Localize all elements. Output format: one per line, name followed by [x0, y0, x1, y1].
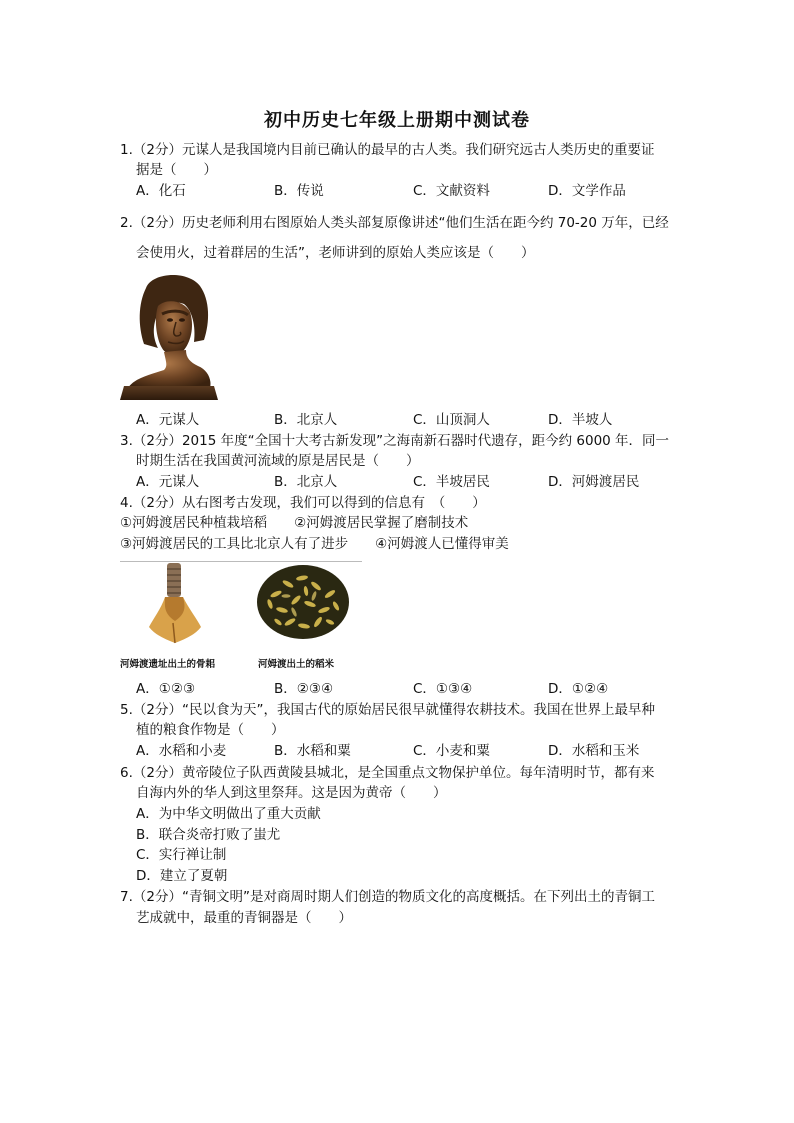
question-1-option-d: D．文学作品	[548, 183, 626, 199]
hominid-bust-icon	[118, 270, 220, 400]
question-4-statement-2: ③河姆渡居民的工具比北京人有了进步 ④河姆渡人已懂得审美	[120, 536, 509, 552]
bust-image	[118, 270, 220, 400]
divider	[120, 561, 362, 562]
question-5-option-c: C．小麦和粟	[413, 743, 490, 759]
question-5-line-2: 植的粮食作物是（ ）	[136, 722, 285, 738]
question-3-line-2: 时期生活在我国黄河流域的原是居民是（ ）	[136, 453, 420, 469]
question-4-option-b: B．②③④	[274, 681, 334, 697]
question-5-line-1: 5.（2分）“民以食为天”，我国古代的原始居民很早就懂得农耕技术。我国在世界上最早种	[120, 702, 655, 718]
question-6-line-1: 6.（2分）黄帝陵位子队西黄陵县城北，是全国重点文物保护单位。每年清明时节，都有来	[120, 765, 655, 781]
question-6-option-a: A．为中华文明做出了重大贡献	[136, 806, 321, 822]
question-5-option-b: B．水稻和粟	[274, 743, 351, 759]
bone-spade-icon	[145, 563, 205, 645]
question-6-option-c: C．实行禅让制	[136, 847, 227, 863]
question-7-line-1: 7.（2分）“青铜文明”是对商周时期人们创造的物质文化的高度概括。在下列出土的青铜工	[120, 889, 655, 905]
question-2-option-c: C．山顶洞人	[413, 412, 490, 428]
question-7-line-2: 艺成就中，最重的青铜器是（ ）	[136, 910, 352, 926]
question-2-line-1: 2.（2分）历史老师利用右图原始人类头部复原像讲述“他们生活在距今约 70-20 万年，已经	[120, 215, 669, 231]
bone-spade-caption: 河姆渡遗址出土的骨耜	[120, 659, 216, 670]
question-4-statement-1: ①河姆渡居民种植栽培稻 ②河姆渡居民掌握了磨制技术	[120, 515, 469, 531]
question-3-line-1: 3.（2分）2015 年度“全国十大考古新发现”之海南新石器时代遗存，距今约 6000 年．同一	[120, 433, 670, 449]
question-2-option-b: B．北京人	[274, 412, 338, 428]
question-1-option-b: B．传说	[274, 183, 324, 199]
question-4-line-1: 4.（2分）从右图考古发现，我们可以得到的信息有 （ ）	[120, 495, 486, 511]
question-1-line-1: 1.（2分）元谋人是我国境内目前已确认的最早的古人类。我们研究远古人类历史的重要证	[120, 142, 655, 158]
question-4-option-d: D．①②④	[548, 681, 609, 697]
question-5-option-d: D．水稻和玉米	[548, 743, 640, 759]
bone-spade-image	[145, 563, 205, 645]
question-2-option-a: A．元谋人	[136, 412, 200, 428]
question-2-option-d: D．半坡人	[548, 412, 613, 428]
question-2-line-2: 会使用火，过着群居的生活”，老师讲到的原始人类应该是（ ）	[136, 245, 535, 261]
rice-grains-icon	[256, 564, 350, 640]
question-6-option-d: D．建立了夏朝	[136, 868, 228, 884]
rice-grains-image	[256, 564, 350, 640]
question-3-option-c: C．半坡居民	[413, 474, 490, 490]
question-3-option-b: B．北京人	[274, 474, 338, 490]
rice-grains-caption: 河姆渡出土的稻米	[258, 659, 335, 670]
page-title: 初中历史七年级上册期中测试卷	[264, 110, 530, 131]
question-1-option-a: A．化石	[136, 183, 186, 199]
question-6-option-b: B．联合炎帝打败了蚩尤	[136, 827, 281, 843]
question-4-option-a: A．①②③	[136, 681, 196, 697]
question-3-option-d: D．河姆渡居民	[548, 474, 640, 490]
question-1-option-c: C．文献资料	[413, 183, 490, 199]
question-5-option-a: A．水稻和小麦	[136, 743, 227, 759]
question-3-option-a: A．元谋人	[136, 474, 200, 490]
question-1-line-2: 据是（ ）	[136, 162, 217, 178]
question-6-line-2: 自海内外的华人到这里祭拜。这是因为黄帝（ ）	[136, 785, 447, 801]
question-4-option-c: C．①③④	[413, 681, 473, 697]
